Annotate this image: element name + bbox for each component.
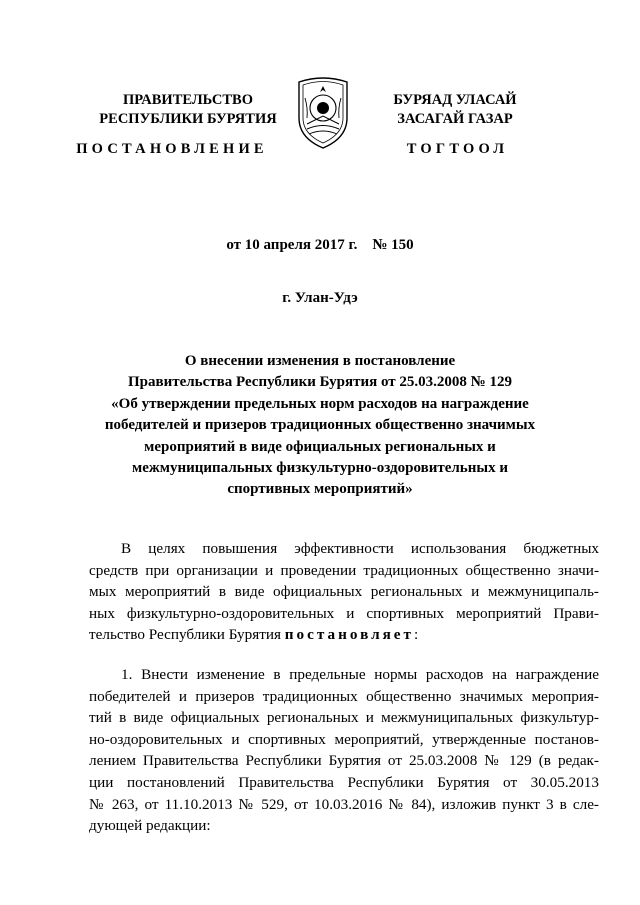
preamble-paragraph	[89, 538, 599, 646]
item-1-line: ции постановлений Правительства Республики Бурятия от 30.05.2013	[89, 773, 599, 791]
item-1-line: дующей редакции:	[89, 817, 211, 835]
title-line: О внесении изменения в постановление	[184, 353, 456, 369]
item-1-line: лением Правительства Республики Бурятия от 25.03.2008 № 129 (в редак-	[89, 752, 599, 770]
preamble-line: мых мероприятий в виде официальных региональных и межмуниципаль-	[89, 583, 599, 601]
item-1-line: 1. Внести изменение в предельные нормы расходов на награждение	[121, 666, 599, 683]
preamble-end: :	[414, 626, 419, 644]
header-right-line2: ЗАСАГАЙ ГАЗАР	[397, 111, 513, 127]
header-left-line1: ПРАВИТЕЛЬСТВО	[123, 92, 253, 108]
title-line: «Об утверждении предельных норм расходов на награждение	[111, 395, 529, 412]
coat-of-arms-emblem-icon	[295, 72, 351, 150]
item-1-line: тий в виде официальных региональных и межмуниципальных физкультур-	[89, 709, 599, 727]
city: г. Улан-Удэ	[282, 290, 358, 306]
date-number: от 10 апреля 2017 г. № 150	[226, 237, 414, 253]
item-1-line: но-оздоровительных и спортивных мероприятий, утвержденные постанов-	[89, 730, 599, 748]
decree-word: постановляет	[284, 626, 415, 644]
preamble-line: средств при организации и проведении традиционных общественно значи-	[89, 561, 599, 579]
title-line: победителей и призеров традиционных общественно значимых	[104, 417, 536, 434]
header-right	[370, 91, 540, 129]
title-line: межмуниципальных физкультурно-оздоровительных и	[132, 460, 508, 477]
header-left	[88, 91, 288, 129]
preamble-line: ных физкультурно-оздоровительных и спортивных мероприятий Прави-	[89, 604, 599, 622]
title-line: спортивных мероприятий»	[227, 481, 413, 498]
item-1-line: победителей и призеров традиционных общественно значимых мероприя-	[89, 687, 599, 705]
item-1-line: № 263, от 11.10.2013 № 529, от 10.03.2016 № 84), изложив пункт 3 в сле-	[89, 795, 599, 813]
item-1-paragraph	[89, 664, 599, 837]
header-right-line1: БУРЯАД УЛАСАЙ	[393, 92, 517, 108]
document-title	[0, 351, 640, 501]
preamble-last-line	[89, 624, 599, 646]
doc-type-ru: ПОСТАНОВЛЕНИЕ	[76, 141, 268, 157]
title-line: Правительства Республики Бурятия от 25.03.2008 № 129	[127, 374, 512, 391]
header-left-line2: РЕСПУБЛИКИ БУРЯТИЯ	[99, 111, 277, 127]
preamble-line: тельство Республики Бурятия	[89, 626, 281, 644]
preamble-line: В целях повышения эффективности использования бюджетных	[121, 540, 599, 557]
title-line: мероприятий в виде официальных региональных и	[144, 438, 496, 455]
doc-type-bua: ТОГТООЛ	[406, 141, 509, 157]
